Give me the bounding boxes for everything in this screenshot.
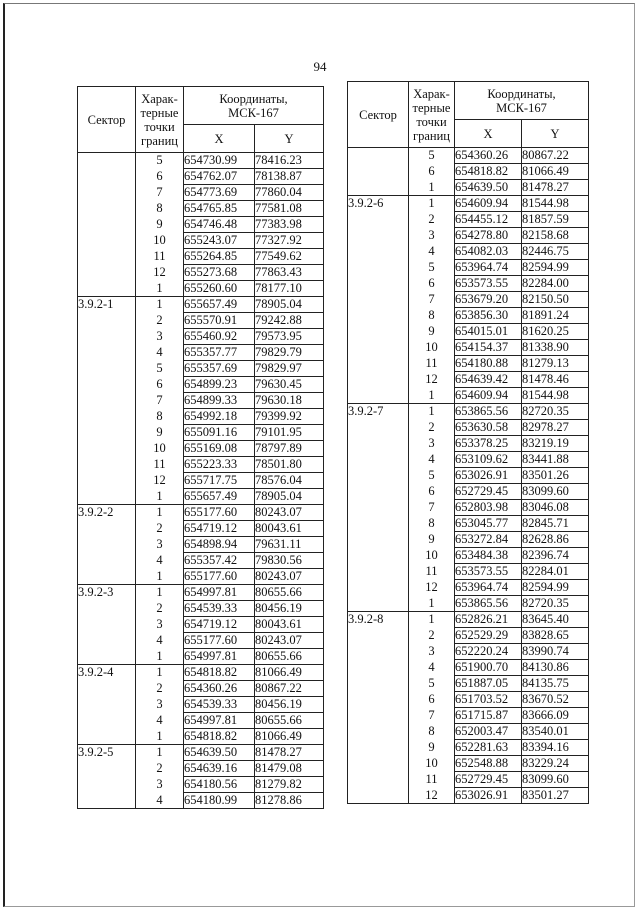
x-coordinate-cell: 653630.58 <box>455 420 522 436</box>
point-number-cell: 12 <box>136 265 184 281</box>
y-coordinate-cell: 83219.19 <box>522 436 589 452</box>
point-number-cell: 5 <box>409 148 455 164</box>
point-number-cell: 2 <box>136 601 184 617</box>
x-coordinate-cell: 651887.05 <box>455 676 522 692</box>
y-coordinate-cell: 79830.56 <box>255 553 324 569</box>
point-number-cell: 3 <box>136 777 184 793</box>
x-coordinate-cell: 654765.85 <box>184 201 255 217</box>
point-number-cell: 2 <box>136 521 184 537</box>
point-number-cell: 1 <box>409 180 455 196</box>
point-number-cell: 7 <box>409 708 455 724</box>
x-coordinate-cell: 654278.80 <box>455 228 522 244</box>
y-coordinate-cell: 82158.68 <box>522 228 589 244</box>
y-coordinate-cell: 84130.86 <box>522 660 589 676</box>
x-coordinate-cell: 654639.42 <box>455 372 522 388</box>
y-coordinate-cell: 80243.07 <box>255 569 324 585</box>
x-coordinate-cell: 654360.26 <box>455 148 522 164</box>
sector-cell <box>348 148 409 196</box>
point-number-cell: 4 <box>136 713 184 729</box>
x-coordinate-cell: 655657.49 <box>184 297 255 313</box>
table-row <box>78 745 324 761</box>
point-number-cell: 11 <box>136 457 184 473</box>
table-row <box>348 196 589 212</box>
x-coordinate-cell: 654719.12 <box>184 617 255 633</box>
x-coordinate-cell: 655357.42 <box>184 553 255 569</box>
header-coordinates-line: Координаты, <box>487 86 556 101</box>
y-coordinate-cell: 84135.75 <box>522 676 589 692</box>
point-number-cell: 9 <box>409 324 455 340</box>
point-number-cell: 1 <box>136 649 184 665</box>
x-coordinate-cell: 653865.56 <box>455 596 522 612</box>
point-number-cell: 4 <box>136 633 184 649</box>
y-coordinate-cell: 77860.04 <box>255 185 324 201</box>
header-coordinates-line: Координаты, <box>219 91 288 106</box>
point-number-cell: 1 <box>409 196 455 212</box>
x-coordinate-cell: 655264.85 <box>184 249 255 265</box>
point-number-cell: 3 <box>136 329 184 345</box>
header-char-points-line: терные <box>412 100 451 115</box>
x-coordinate-cell: 654180.88 <box>455 356 522 372</box>
x-coordinate-cell: 654818.82 <box>455 164 522 180</box>
y-coordinate-cell: 77549.62 <box>255 249 324 265</box>
x-coordinate-cell: 655357.77 <box>184 345 255 361</box>
point-number-cell: 7 <box>136 393 184 409</box>
x-coordinate-cell: 653109.62 <box>455 452 522 468</box>
y-coordinate-cell: 81891.24 <box>522 308 589 324</box>
y-coordinate-cell: 82628.86 <box>522 532 589 548</box>
header-y: Y <box>255 125 324 153</box>
y-coordinate-cell: 83540.01 <box>522 724 589 740</box>
x-coordinate-cell: 655091.16 <box>184 425 255 441</box>
x-coordinate-cell: 653573.55 <box>455 564 522 580</box>
point-number-cell: 6 <box>136 377 184 393</box>
y-coordinate-cell: 78138.87 <box>255 169 324 185</box>
point-number-cell: 3 <box>409 644 455 660</box>
y-coordinate-cell: 83229.24 <box>522 756 589 772</box>
x-coordinate-cell: 654773.69 <box>184 185 255 201</box>
point-number-cell: 5 <box>136 361 184 377</box>
y-coordinate-cell: 80456.19 <box>255 601 324 617</box>
x-coordinate-cell: 652729.45 <box>455 484 522 500</box>
x-coordinate-cell: 653865.56 <box>455 404 522 420</box>
x-coordinate-cell: 654639.50 <box>455 180 522 196</box>
table-row <box>78 505 324 521</box>
point-number-cell: 1 <box>136 745 184 761</box>
x-coordinate-cell: 654746.48 <box>184 217 255 233</box>
y-coordinate-cell: 80655.66 <box>255 713 324 729</box>
x-coordinate-cell: 654639.16 <box>184 761 255 777</box>
y-coordinate-cell: 82594.99 <box>522 260 589 276</box>
point-number-cell: 9 <box>136 217 184 233</box>
x-coordinate-cell: 653573.55 <box>455 276 522 292</box>
point-number-cell: 3 <box>136 537 184 553</box>
header-char-points-line: Харак- <box>413 86 450 101</box>
y-coordinate-cell: 78177.10 <box>255 281 324 297</box>
point-number-cell: 10 <box>136 441 184 457</box>
x-coordinate-cell: 653484.38 <box>455 548 522 564</box>
y-coordinate-cell: 80243.07 <box>255 505 324 521</box>
header-sector: Сектор <box>348 82 409 148</box>
x-coordinate-cell: 652826.21 <box>455 612 522 628</box>
y-coordinate-cell: 80655.66 <box>255 649 324 665</box>
point-number-cell: 3 <box>136 617 184 633</box>
y-coordinate-cell: 81478.27 <box>255 745 324 761</box>
point-number-cell: 1 <box>409 388 455 404</box>
header-char-points-line: точки <box>416 114 447 129</box>
point-number-cell: 8 <box>409 724 455 740</box>
point-number-cell: 9 <box>409 740 455 756</box>
y-coordinate-cell: 78501.80 <box>255 457 324 473</box>
point-number-cell: 11 <box>409 772 455 788</box>
point-number-cell: 12 <box>409 788 455 804</box>
x-coordinate-cell: 653026.91 <box>455 788 522 804</box>
point-number-cell: 4 <box>136 553 184 569</box>
x-coordinate-cell: 654639.50 <box>184 745 255 761</box>
point-number-cell: 9 <box>409 532 455 548</box>
header-char-points-line: точки <box>144 119 175 134</box>
y-coordinate-cell: 81479.08 <box>255 761 324 777</box>
x-coordinate-cell: 651703.52 <box>455 692 522 708</box>
point-number-cell: 12 <box>409 372 455 388</box>
x-coordinate-cell: 655657.49 <box>184 489 255 505</box>
y-coordinate-cell: 79630.18 <box>255 393 324 409</box>
point-number-cell: 8 <box>136 201 184 217</box>
point-number-cell: 2 <box>136 761 184 777</box>
y-coordinate-cell: 78905.04 <box>255 489 324 505</box>
y-coordinate-cell: 79631.11 <box>255 537 324 553</box>
x-coordinate-cell: 655177.60 <box>184 569 255 585</box>
point-number-cell: 2 <box>409 212 455 228</box>
y-coordinate-cell: 79630.45 <box>255 377 324 393</box>
point-number-cell: 1 <box>136 297 184 313</box>
sector-cell: 3.9.2-7 <box>348 404 409 612</box>
point-number-cell: 12 <box>409 580 455 596</box>
header-char-points <box>409 82 455 148</box>
y-coordinate-cell: 82720.35 <box>522 404 589 420</box>
point-number-cell: 1 <box>136 665 184 681</box>
point-number-cell: 1 <box>409 612 455 628</box>
y-coordinate-cell: 82978.27 <box>522 420 589 436</box>
y-coordinate-cell: 81544.98 <box>522 196 589 212</box>
y-coordinate-cell: 81279.82 <box>255 777 324 793</box>
x-coordinate-cell: 652220.24 <box>455 644 522 660</box>
y-coordinate-cell: 82720.35 <box>522 596 589 612</box>
x-coordinate-cell: 653378.25 <box>455 436 522 452</box>
point-number-cell: 1 <box>136 489 184 505</box>
x-coordinate-cell: 654180.56 <box>184 777 255 793</box>
y-coordinate-cell: 83394.16 <box>522 740 589 756</box>
y-coordinate-cell: 83099.60 <box>522 772 589 788</box>
header-char-points-line: терные <box>140 105 179 120</box>
x-coordinate-cell: 654180.99 <box>184 793 255 809</box>
y-coordinate-cell: 81857.59 <box>522 212 589 228</box>
point-number-cell: 6 <box>409 692 455 708</box>
y-coordinate-cell: 79399.92 <box>255 409 324 425</box>
sector-cell: 3.9.2-1 <box>78 297 136 505</box>
point-number-cell: 8 <box>409 308 455 324</box>
table-row <box>78 153 324 169</box>
y-coordinate-cell: 77327.92 <box>255 233 324 249</box>
y-coordinate-cell: 77581.08 <box>255 201 324 217</box>
y-coordinate-cell: 82396.74 <box>522 548 589 564</box>
x-coordinate-cell: 651900.70 <box>455 660 522 676</box>
y-coordinate-cell: 79101.95 <box>255 425 324 441</box>
point-number-cell: 2 <box>409 420 455 436</box>
point-number-cell: 1 <box>136 505 184 521</box>
y-coordinate-cell: 77863.43 <box>255 265 324 281</box>
x-coordinate-cell: 655460.92 <box>184 329 255 345</box>
header-char-points <box>136 87 184 153</box>
point-number-cell: 7 <box>409 500 455 516</box>
y-coordinate-cell: 78416.23 <box>255 153 324 169</box>
y-coordinate-cell: 80655.66 <box>255 585 324 601</box>
y-coordinate-cell: 83501.26 <box>522 468 589 484</box>
table-row <box>348 612 589 628</box>
y-coordinate-cell: 83046.08 <box>522 500 589 516</box>
sector-cell: 3.9.2-2 <box>78 505 136 585</box>
y-coordinate-cell: 82845.71 <box>522 516 589 532</box>
x-coordinate-cell: 653964.74 <box>455 260 522 276</box>
y-coordinate-cell: 81278.86 <box>255 793 324 809</box>
y-coordinate-cell: 82594.99 <box>522 580 589 596</box>
point-number-cell: 6 <box>409 164 455 180</box>
point-number-cell: 7 <box>409 292 455 308</box>
y-coordinate-cell: 81478.46 <box>522 372 589 388</box>
x-coordinate-cell: 652003.47 <box>455 724 522 740</box>
table-row <box>348 148 589 164</box>
sector-cell <box>78 153 136 297</box>
header-coordinates-line: МСК-167 <box>496 100 547 115</box>
point-number-cell: 10 <box>409 756 455 772</box>
y-coordinate-cell: 81338.90 <box>522 340 589 356</box>
point-number-cell: 2 <box>136 681 184 697</box>
x-coordinate-cell: 654992.18 <box>184 409 255 425</box>
x-coordinate-cell: 654719.12 <box>184 521 255 537</box>
point-number-cell: 4 <box>136 345 184 361</box>
header-y: Y <box>522 120 589 148</box>
y-coordinate-cell: 83441.88 <box>522 452 589 468</box>
y-coordinate-cell: 81066.49 <box>255 665 324 681</box>
x-coordinate-cell: 654360.26 <box>184 681 255 697</box>
x-coordinate-cell: 655273.68 <box>184 265 255 281</box>
header-char-points-line: границ <box>413 128 450 143</box>
x-coordinate-cell: 654818.82 <box>184 729 255 745</box>
point-number-cell: 3 <box>409 228 455 244</box>
point-number-cell: 1 <box>409 596 455 612</box>
x-coordinate-cell: 655177.60 <box>184 633 255 649</box>
point-number-cell: 2 <box>409 628 455 644</box>
point-number-cell: 3 <box>136 697 184 713</box>
sector-cell: 3.9.2-4 <box>78 665 136 745</box>
point-number-cell: 5 <box>409 468 455 484</box>
y-coordinate-cell: 83666.09 <box>522 708 589 724</box>
y-coordinate-cell: 83828.65 <box>522 628 589 644</box>
table-row <box>78 585 324 601</box>
coordinates-table-right <box>347 81 589 804</box>
y-coordinate-cell: 79573.95 <box>255 329 324 345</box>
point-number-cell: 6 <box>136 169 184 185</box>
header-x: X <box>455 120 522 148</box>
x-coordinate-cell: 652281.63 <box>455 740 522 756</box>
point-number-cell: 10 <box>136 233 184 249</box>
point-number-cell: 2 <box>136 313 184 329</box>
y-coordinate-cell: 78576.04 <box>255 473 324 489</box>
header-coordinates <box>184 87 324 125</box>
y-coordinate-cell: 79829.79 <box>255 345 324 361</box>
y-coordinate-cell: 82284.01 <box>522 564 589 580</box>
y-coordinate-cell: 81066.49 <box>255 729 324 745</box>
point-number-cell: 6 <box>409 484 455 500</box>
x-coordinate-cell: 654609.94 <box>455 388 522 404</box>
x-coordinate-cell: 654539.33 <box>184 601 255 617</box>
table-header <box>348 82 589 148</box>
point-number-cell: 11 <box>136 249 184 265</box>
y-coordinate-cell: 81066.49 <box>522 164 589 180</box>
table-row <box>78 297 324 313</box>
x-coordinate-cell: 654082.03 <box>455 244 522 260</box>
point-number-cell: 4 <box>409 660 455 676</box>
x-coordinate-cell: 654997.81 <box>184 649 255 665</box>
point-number-cell: 4 <box>409 452 455 468</box>
header-sector: Сектор <box>78 87 136 153</box>
x-coordinate-cell: 654997.81 <box>184 585 255 601</box>
point-number-cell: 4 <box>409 244 455 260</box>
page-number: 94 <box>313 59 327 74</box>
point-number-cell: 8 <box>409 516 455 532</box>
point-number-cell: 7 <box>136 185 184 201</box>
y-coordinate-cell: 77383.98 <box>255 217 324 233</box>
point-number-cell: 10 <box>409 340 455 356</box>
point-number-cell: 1 <box>409 404 455 420</box>
point-number-cell: 10 <box>409 548 455 564</box>
table-row <box>78 665 324 681</box>
y-coordinate-cell: 82150.50 <box>522 292 589 308</box>
point-number-cell: 1 <box>136 585 184 601</box>
y-coordinate-cell: 78797.89 <box>255 441 324 457</box>
x-coordinate-cell: 655243.07 <box>184 233 255 249</box>
y-coordinate-cell: 83501.27 <box>522 788 589 804</box>
y-coordinate-cell: 80867.22 <box>522 148 589 164</box>
sector-cell: 3.9.2-6 <box>348 196 409 404</box>
point-number-cell: 9 <box>136 425 184 441</box>
point-number-cell: 8 <box>136 409 184 425</box>
header-coordinates <box>455 82 589 120</box>
x-coordinate-cell: 655177.60 <box>184 505 255 521</box>
x-coordinate-cell: 655260.60 <box>184 281 255 297</box>
x-coordinate-cell: 653964.74 <box>455 580 522 596</box>
x-coordinate-cell: 654818.82 <box>184 665 255 681</box>
x-coordinate-cell: 654899.33 <box>184 393 255 409</box>
y-coordinate-cell: 81478.27 <box>522 180 589 196</box>
point-number-cell: 5 <box>409 676 455 692</box>
x-coordinate-cell: 654015.01 <box>455 324 522 340</box>
x-coordinate-cell: 654898.94 <box>184 537 255 553</box>
x-coordinate-cell: 652529.29 <box>455 628 522 644</box>
header-char-points-line: Харак- <box>141 91 178 106</box>
coordinates-table-left <box>77 86 324 809</box>
x-coordinate-cell: 652803.98 <box>455 500 522 516</box>
y-coordinate-cell: 82446.75 <box>522 244 589 260</box>
y-coordinate-cell: 83099.60 <box>522 484 589 500</box>
x-coordinate-cell: 655223.33 <box>184 457 255 473</box>
y-coordinate-cell: 78905.04 <box>255 297 324 313</box>
x-coordinate-cell: 654997.81 <box>184 713 255 729</box>
y-coordinate-cell: 81279.13 <box>522 356 589 372</box>
header-coordinates-line: МСК-167 <box>228 105 279 120</box>
y-coordinate-cell: 80456.19 <box>255 697 324 713</box>
y-coordinate-cell: 79242.88 <box>255 313 324 329</box>
x-coordinate-cell: 654539.33 <box>184 697 255 713</box>
x-coordinate-cell: 655717.75 <box>184 473 255 489</box>
x-coordinate-cell: 653045.77 <box>455 516 522 532</box>
y-coordinate-cell: 83645.40 <box>522 612 589 628</box>
table-header <box>78 87 324 153</box>
header-x: X <box>184 125 255 153</box>
sector-cell: 3.9.2-3 <box>78 585 136 665</box>
point-number-cell: 11 <box>409 356 455 372</box>
y-coordinate-cell: 80867.22 <box>255 681 324 697</box>
point-number-cell: 12 <box>136 473 184 489</box>
x-coordinate-cell: 654154.37 <box>455 340 522 356</box>
point-number-cell: 5 <box>409 260 455 276</box>
point-number-cell: 5 <box>136 153 184 169</box>
x-coordinate-cell: 653679.20 <box>455 292 522 308</box>
x-coordinate-cell: 655357.69 <box>184 361 255 377</box>
y-coordinate-cell: 82284.00 <box>522 276 589 292</box>
y-coordinate-cell: 83990.74 <box>522 644 589 660</box>
x-coordinate-cell: 654730.99 <box>184 153 255 169</box>
y-coordinate-cell: 83670.52 <box>522 692 589 708</box>
y-coordinate-cell: 81544.98 <box>522 388 589 404</box>
point-number-cell: 6 <box>409 276 455 292</box>
y-coordinate-cell: 80243.07 <box>255 633 324 649</box>
point-number-cell: 3 <box>409 436 455 452</box>
x-coordinate-cell: 653026.91 <box>455 468 522 484</box>
x-coordinate-cell: 654609.94 <box>455 196 522 212</box>
x-coordinate-cell: 655570.91 <box>184 313 255 329</box>
y-coordinate-cell: 80043.61 <box>255 617 324 633</box>
x-coordinate-cell: 652548.88 <box>455 756 522 772</box>
sector-cell: 3.9.2-8 <box>348 612 409 804</box>
point-number-cell: 1 <box>136 729 184 745</box>
x-coordinate-cell: 652729.45 <box>455 772 522 788</box>
x-coordinate-cell: 654762.07 <box>184 169 255 185</box>
point-number-cell: 4 <box>136 793 184 809</box>
y-coordinate-cell: 80043.61 <box>255 521 324 537</box>
sector-cell: 3.9.2-5 <box>78 745 136 809</box>
point-number-cell: 11 <box>409 564 455 580</box>
y-coordinate-cell: 79829.97 <box>255 361 324 377</box>
y-coordinate-cell: 81620.25 <box>522 324 589 340</box>
x-coordinate-cell: 651715.87 <box>455 708 522 724</box>
x-coordinate-cell: 653272.84 <box>455 532 522 548</box>
point-number-cell: 1 <box>136 569 184 585</box>
point-number-cell: 1 <box>136 281 184 297</box>
x-coordinate-cell: 654899.23 <box>184 377 255 393</box>
x-coordinate-cell: 653856.30 <box>455 308 522 324</box>
header-char-points-line: границ <box>141 133 178 148</box>
table-row <box>348 404 589 420</box>
x-coordinate-cell: 654455.12 <box>455 212 522 228</box>
x-coordinate-cell: 655169.08 <box>184 441 255 457</box>
